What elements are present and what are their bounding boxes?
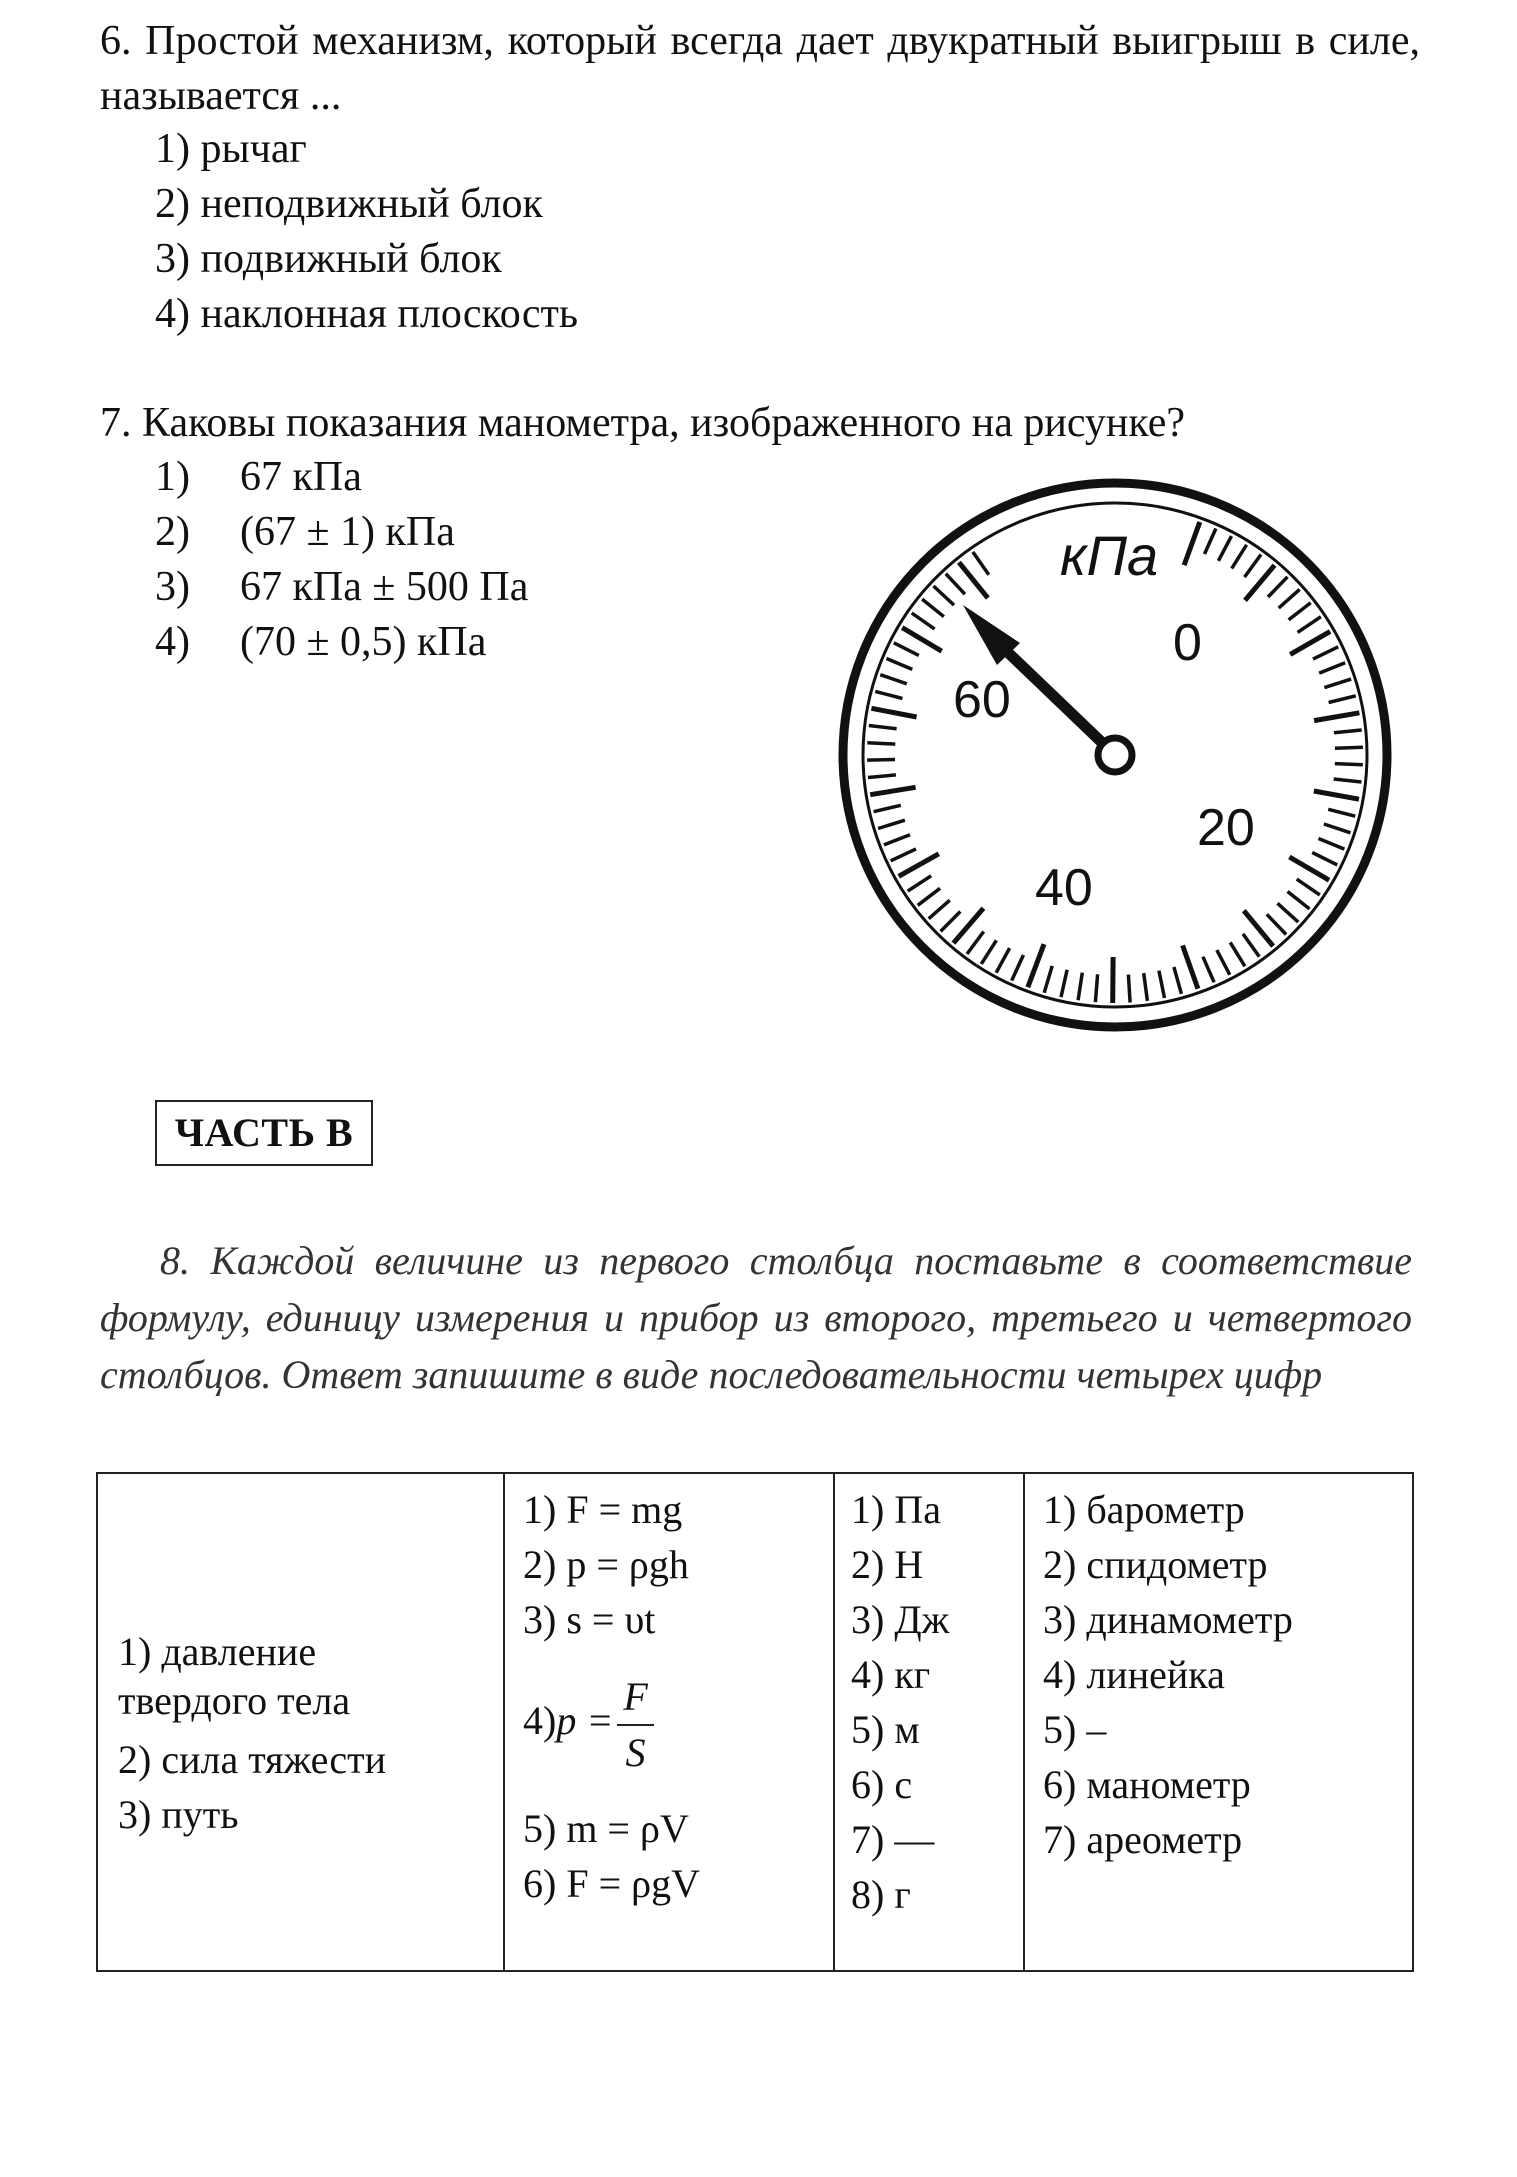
question-8-text xyxy=(100,1232,1412,1403)
quantity-3: 3) путь xyxy=(118,1792,239,1837)
instrument-4: 4) линейка xyxy=(1043,1652,1225,1697)
gauge-minor-tick xyxy=(867,743,895,744)
formula-4 xyxy=(523,1659,700,1783)
unit-1: 1) Па xyxy=(851,1487,941,1532)
q7-option-1-value: 67 кПа xyxy=(240,454,362,500)
formulas-column xyxy=(504,1473,834,1971)
quantity-1: 1) давление xyxy=(118,1629,317,1674)
instrument-6: 6) манометр xyxy=(1043,1762,1251,1807)
formula-5: 5) m = ρV xyxy=(523,1806,689,1851)
q6-option-1: 1) рычаг xyxy=(155,126,307,172)
gauge-minor-tick xyxy=(1335,764,1363,765)
instrument-2: 2) спидометр xyxy=(1043,1542,1268,1587)
formula-4-lhs: p = xyxy=(556,1698,614,1743)
matching-table xyxy=(96,1472,1414,1972)
gauge-label-20: 20 xyxy=(1197,799,1255,857)
unit-3: 3) Дж xyxy=(851,1597,950,1642)
q7-option-3-value: 67 кПа ± 500 Па xyxy=(240,564,529,610)
quantities-column xyxy=(97,1473,504,1971)
question-7-text: 7. Каковы показания манометра, изображенного на рисунке? xyxy=(100,400,1186,446)
formula-4-num: 4) xyxy=(523,1698,557,1743)
q7-option-2-value: (67 ± 1) кПа xyxy=(240,509,455,555)
instrument-5: 5) – xyxy=(1043,1707,1107,1752)
unit-7: 7) — xyxy=(851,1817,935,1862)
formula-3: 3) s = υt xyxy=(523,1597,656,1642)
unit-5: 5) м xyxy=(851,1707,920,1752)
gauge-minor-tick xyxy=(867,760,895,761)
gauge-label-60: 60 xyxy=(953,671,1011,729)
gauge-label-40: 40 xyxy=(1035,859,1093,917)
unit-4: 4) кг xyxy=(851,1652,931,1697)
gauge-pivot xyxy=(1098,738,1132,772)
instruments-column xyxy=(1024,1473,1413,1971)
formula-2: 2) p = ρgh xyxy=(523,1542,689,1587)
gauge-minor-tick xyxy=(1095,974,1097,1002)
question-8-body: 8. Каждой величине из первого столбца поставьте в соответствие формулу, единицу измерения и прибор из второго, третьего и четвертого столбцов. Ответ запишите в виде последовательности четырех цифр xyxy=(100,1238,1412,1397)
q6-option-3: 3) подвижный блок xyxy=(155,236,502,282)
gauge-minor-tick xyxy=(1335,747,1363,748)
quantity-2: 2) сила тяжести xyxy=(118,1737,387,1782)
q7-option-4-num: 4) xyxy=(155,619,190,665)
gauge-unit-label: кПа xyxy=(1060,524,1159,587)
formula-6: 6) F = ρgV xyxy=(523,1861,700,1906)
q7-option-4-value: (70 ± 0,5) кПа xyxy=(240,619,487,665)
instrument-1: 1) барометр xyxy=(1043,1487,1245,1532)
q7-option-2-num: 2) xyxy=(155,509,190,555)
q6-option-4: 4) наклонная плоскость xyxy=(155,291,578,337)
instrument-7: 7) ареометр xyxy=(1043,1817,1243,1862)
gauge-minor-tick xyxy=(1128,975,1130,1003)
units-column xyxy=(834,1473,1024,1971)
q7-option-3-num: 3) xyxy=(155,564,190,610)
unit-8: 8) г xyxy=(851,1872,911,1917)
unit-2: 2) Н xyxy=(851,1542,924,1587)
gauge-label-0: 0 xyxy=(1173,614,1202,672)
quantity-1-cont: твердого тела xyxy=(118,1678,351,1723)
formula-4-numerator: F xyxy=(617,1670,653,1726)
formula-4-fraction xyxy=(617,1670,653,1780)
q6-option-2: 2) неподвижный блок xyxy=(155,181,543,227)
instrument-3: 3) динамометр xyxy=(1043,1597,1293,1642)
formula-1: 1) F = mg xyxy=(523,1487,683,1532)
unit-6: 6) с xyxy=(851,1762,913,1807)
q7-option-1-num: 1) xyxy=(155,454,190,500)
manometer-gauge xyxy=(835,465,1395,1085)
part-b-heading: ЧАСТЬ В xyxy=(155,1100,373,1166)
question-6-text: 6. Простой механизм, который всегда дает двукратный выигрыш в силе, называется ... xyxy=(100,18,1420,119)
formula-4-denominator: S xyxy=(625,1729,646,1775)
